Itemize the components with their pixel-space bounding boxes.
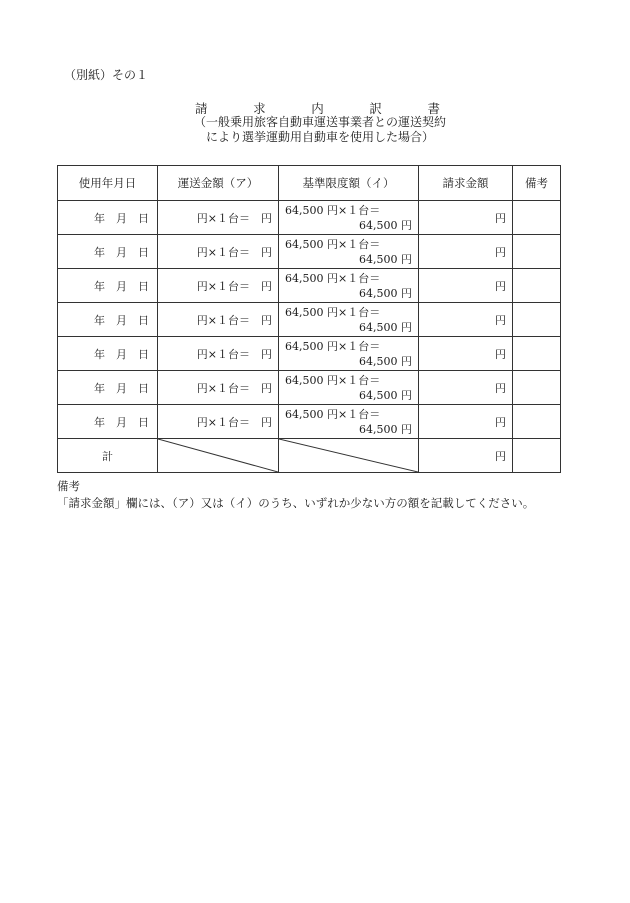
date-cell[interactable]: [58, 405, 158, 439]
header-fare: 運送金額（ア）: [158, 166, 279, 201]
limit-formula: 64,500 円×１台＝: [285, 305, 381, 319]
title-char: 書: [427, 101, 440, 116]
day-unit: 日: [138, 313, 149, 327]
limit-cell: [279, 201, 419, 235]
year-unit: 年: [94, 313, 105, 327]
limit-amount: 64,500 円: [359, 388, 412, 402]
limit-amount: 64,500 円: [359, 286, 412, 300]
limit-amount: 64,500 円: [359, 218, 412, 232]
breakdown-table: [57, 165, 561, 473]
notes-heading: 備考: [57, 479, 80, 493]
month-unit: 月: [116, 415, 127, 429]
year-unit: 年: [94, 347, 105, 361]
claim-cell[interactable]: 円: [419, 337, 513, 371]
subtitle-line: （一般乗用旅客自動車運送事業者との運送契約: [193, 115, 446, 129]
subtitle-line: により選挙運動用自動車を使用した場合）: [205, 130, 434, 144]
title-char: 請: [195, 101, 208, 116]
limit-amount: 64,500 円: [359, 422, 412, 436]
limit-formula: 64,500 円×１台＝: [285, 271, 381, 285]
limit-cell: [279, 371, 419, 405]
year-unit: 年: [94, 279, 105, 293]
table-body: [58, 201, 561, 473]
day-unit: 日: [138, 415, 149, 429]
notes-text: 「請求金額」欄には、（ア）又は（イ）のうち、いずれか少ない方の額を記載してください。: [57, 496, 535, 510]
limit-amount: 64,500 円: [359, 252, 412, 266]
remarks-cell[interactable]: [513, 303, 561, 337]
table-row: [58, 201, 561, 235]
header-limit: 基準限度額（イ）: [279, 166, 419, 201]
fare-cell[interactable]: 円×１台＝ 円: [158, 337, 279, 371]
remarks-cell[interactable]: [513, 405, 561, 439]
remarks-total-cell[interactable]: [513, 439, 561, 473]
notes-section: [57, 478, 534, 512]
claim-total-cell[interactable]: 円: [419, 439, 513, 473]
month-unit: 月: [116, 279, 127, 293]
title-char: 訳: [369, 101, 382, 116]
header-remarks: 備考: [513, 166, 561, 201]
limit-total-slashed-cell: [279, 439, 419, 473]
day-unit: 日: [138, 245, 149, 259]
limit-formula: 64,500 円×１台＝: [285, 237, 381, 251]
date-cell[interactable]: [58, 235, 158, 269]
fare-total-slashed-cell: [158, 439, 279, 473]
total-label: 計: [58, 439, 158, 473]
header-date: 使用年月日: [58, 166, 158, 201]
fare-cell[interactable]: 円×１台＝ 円: [158, 405, 279, 439]
fare-cell[interactable]: 円×１台＝ 円: [158, 371, 279, 405]
table-row: [58, 235, 561, 269]
limit-formula: 64,500 円×１台＝: [285, 203, 381, 217]
claim-cell[interactable]: 円: [419, 303, 513, 337]
month-unit: 月: [116, 381, 127, 395]
total-row: [58, 439, 561, 473]
year-unit: 年: [94, 415, 105, 429]
remarks-cell[interactable]: [513, 201, 561, 235]
month-unit: 月: [116, 245, 127, 259]
table-row: [58, 337, 561, 371]
attachment-label: （別紙）その１: [64, 68, 149, 82]
remarks-cell[interactable]: [513, 337, 561, 371]
limit-formula: 64,500 円×１台＝: [285, 373, 381, 387]
date-cell[interactable]: [58, 269, 158, 303]
limit-cell: [279, 235, 419, 269]
limit-cell: [279, 269, 419, 303]
remarks-cell[interactable]: [513, 371, 561, 405]
day-unit: 日: [138, 381, 149, 395]
month-unit: 月: [116, 211, 127, 225]
limit-formula: 64,500 円×１台＝: [285, 339, 381, 353]
table-header-row: [58, 166, 561, 201]
document-subtitle: [190, 115, 450, 145]
header-claim: 請求金額: [419, 166, 513, 201]
claim-cell[interactable]: 円: [419, 269, 513, 303]
year-unit: 年: [94, 245, 105, 259]
claim-cell[interactable]: 円: [419, 371, 513, 405]
table-row: [58, 371, 561, 405]
limit-cell: [279, 337, 419, 371]
fare-cell[interactable]: 円×１台＝ 円: [158, 201, 279, 235]
month-unit: 月: [116, 347, 127, 361]
claim-cell[interactable]: 円: [419, 405, 513, 439]
month-unit: 月: [116, 313, 127, 327]
limit-cell: [279, 303, 419, 337]
fare-cell[interactable]: 円×１台＝ 円: [158, 269, 279, 303]
remarks-cell[interactable]: [513, 235, 561, 269]
year-unit: 年: [94, 381, 105, 395]
claim-cell[interactable]: 円: [419, 201, 513, 235]
table-row: [58, 405, 561, 439]
diagonal-slash: [158, 439, 278, 472]
date-cell[interactable]: [58, 337, 158, 371]
limit-formula: 64,500 円×１台＝: [285, 407, 381, 421]
claim-cell[interactable]: 円: [419, 235, 513, 269]
fare-cell[interactable]: 円×１台＝ 円: [158, 303, 279, 337]
date-cell[interactable]: [58, 201, 158, 235]
date-cell[interactable]: [58, 303, 158, 337]
limit-cell: [279, 405, 419, 439]
table-row: [58, 303, 561, 337]
table-row: [58, 269, 561, 303]
limit-amount: 64,500 円: [359, 320, 412, 334]
year-unit: 年: [94, 211, 105, 225]
day-unit: 日: [138, 211, 149, 225]
title-char: 求: [253, 101, 266, 116]
diagonal-slash: [279, 439, 418, 472]
date-cell[interactable]: [58, 371, 158, 405]
day-unit: 日: [138, 347, 149, 361]
remarks-cell[interactable]: [513, 269, 561, 303]
day-unit: 日: [138, 279, 149, 293]
limit-amount: 64,500 円: [359, 354, 412, 368]
fare-cell[interactable]: 円×１台＝ 円: [158, 235, 279, 269]
title-char: 内: [311, 101, 324, 116]
